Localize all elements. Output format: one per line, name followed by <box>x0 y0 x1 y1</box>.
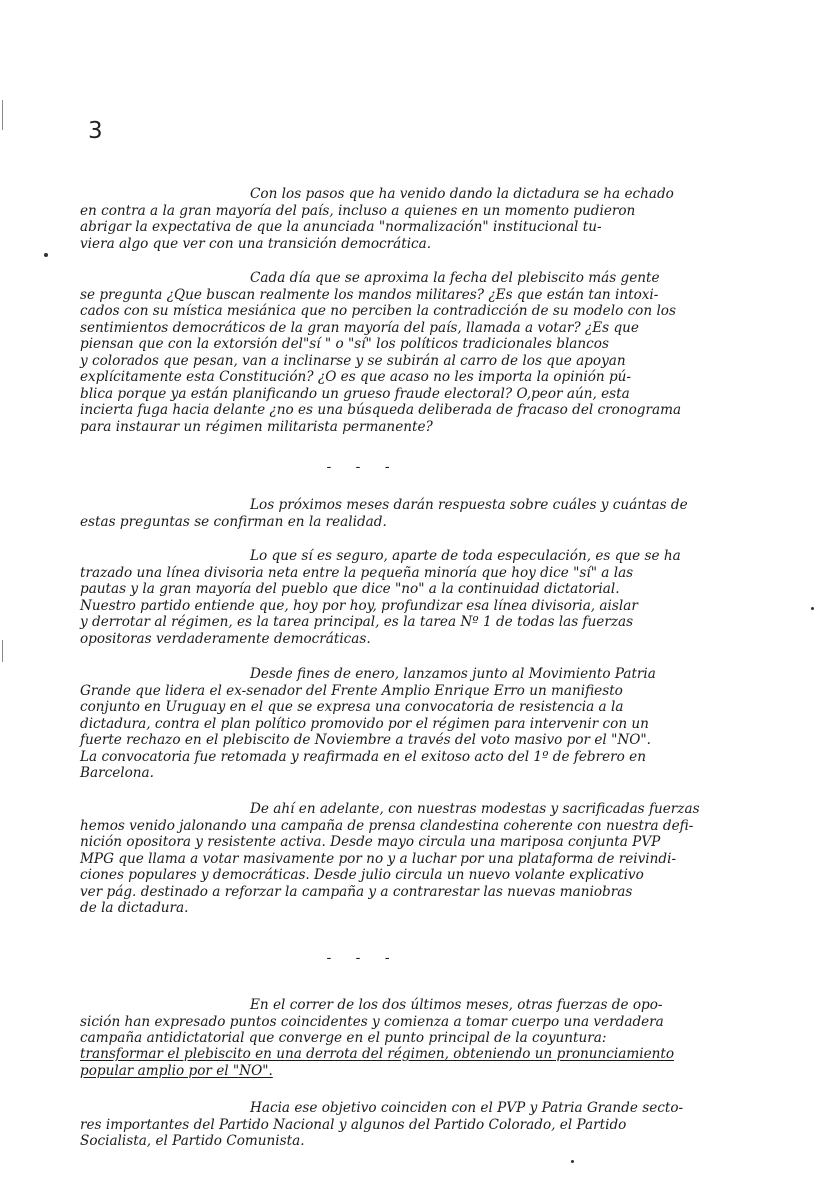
paragraph-5: Desde fines de enero, lanzamos junto al Movimiento Patria Grande que lidera el ex-senador del Frente Amplio Enrique Erro un manifiesto conjunto en Uruguay en el que se expresa una convocatoria de resistencia a la dictadura, contra el plan político promovido por el régimen para intervenir con un fuerte rechazo en el plebiscito de Noviembre a través del voto masivo por el "NO". La convocatoria fue retomada y reafirmada en el exitoso acto del 1º de febrero en Barcelona. <box>80 666 656 781</box>
paragraph-6: De ahí en adelante, con nuestras modestas y sacrificadas fuerzas hemos venido jalonando una campaña de prensa clandestina coherente con nuestra defi- nición opositora y resistente activa. Desde mayo circula una mariposa conjunta PVP MPG que llama a votar masivamente por no y a luchar por una plataforma de reivindi- ciones populares y democráticas. Desde julio circula un nuevo volante explicativo ver pág. destinado a reforzar la campaña y a contrarestar las nuevas maniobras de la dictadura. <box>80 801 700 916</box>
paragraph-2: Cada día que se aproxima la fecha del plebiscito más gente se pregunta ¿Que buscan realmente los mandos militares? ¿Es que están tan intoxi- cados con su mística mesiánica que no perciben la contradicción de su modelo con los sentimientos democráticos de la gran mayoría del país, llamada a votar? ¿Es que piensan que con la extorsión del"sí " o "sí" los políticos tradicionales blancos y colorados que pesan, van a inclinarse y se subirán al carro de los que apoyan explícitamente esta Constitución? ¿O es que acaso no les importa la opinión pú- blica porque ya están planificando un grueso fraude electoral? O,peor aún, esta incierta fuga hacia delante ¿no es una búsqueda deliberada de fracaso del cronograma para instaurar un régimen militarista permanente? <box>80 270 682 435</box>
scan-edge-mark <box>2 640 3 662</box>
page-number: 3 <box>88 118 103 144</box>
paragraph-3: Los próximos meses darán respuesta sobre cuáles y cuántas de estas preguntas se confirman en la realidad. <box>80 497 688 530</box>
section-separator-1: - - - <box>326 459 400 475</box>
paragraph-4: Lo que sí es seguro, aparte de toda especulación, es que se ha trazado una línea divisoria neta entre la pequeña minoría que hoy dice "sí" a las pautas y la gran mayoría del pueblo que dice "no" a la continuidad dictatorial. Nuestro partido entiende que, hoy por hoy, profundizar esa línea divisoria, aislar y derrotar al régimen, es la tarea principal, es la tarea Nº 1 de todas las fuerzas opositoras verdaderamente democráticas. <box>80 548 681 647</box>
paragraph-1: Con los pasos que ha venido dando la dictadura se ha echado en contra a la gran mayoría del país, incluso a quienes en un momento pudieron abrigar la expectativa de que la anunciada "normalización" institucional tu- viera algo que ver con una transición democrática. <box>80 186 674 252</box>
scan-edge-mark <box>2 100 3 130</box>
paragraph-7: En el correr de los dos últimos meses, otras fuerzas de opo- sición han expresado puntos coincidentes y comienza a tomar cuerpo una verdadera campaña antidictatorial que converge en el punto principal de la coyuntura: <box>80 997 664 1046</box>
underlined-statement: transformar el plebiscito en una derrota del régimen, obteniendo un pronunciamiento popular amplio por el "NO". <box>80 1046 675 1079</box>
scan-dot <box>811 607 814 610</box>
final-paragraph: Hacia ese objetivo coinciden con el PVP y Patria Grande secto- res importantes del Partido Nacional y algunos del Partido Colorado, el Partido Socialista, el Partido Comunista. <box>80 1100 684 1149</box>
scan-dot <box>44 253 48 257</box>
scan-dot <box>571 1160 574 1163</box>
section-separator-2: - - - <box>326 950 400 966</box>
